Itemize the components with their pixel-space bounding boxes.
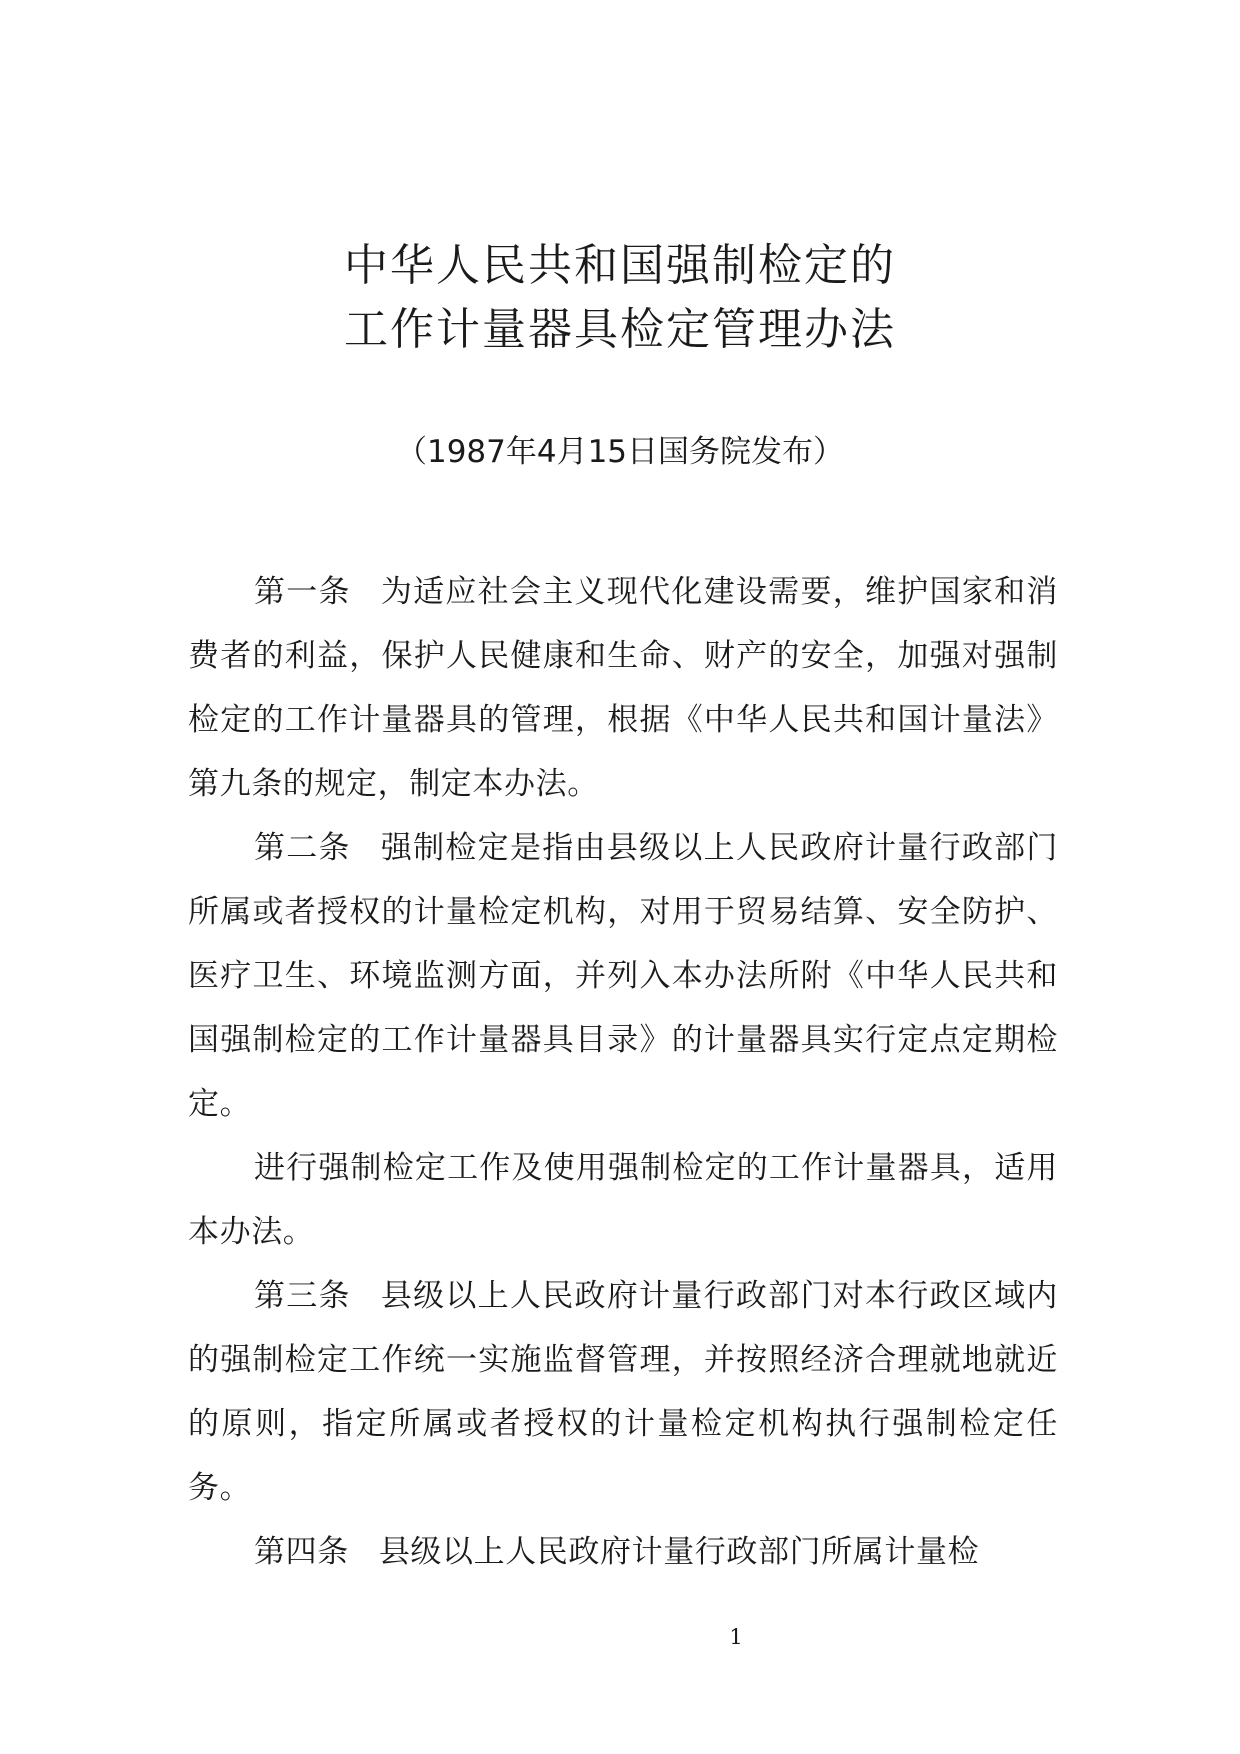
document-title-line-1: 中华人民共和国强制检定的 [344, 240, 896, 291]
article-number: 第四条 [254, 1534, 349, 1570]
article-text: 县级以上人民政府计量行政部门所属计量检 [378, 1534, 980, 1570]
page-number-value: 1 [729, 1625, 743, 1649]
document-title-line-2: 工作计量器具检定管理办法 [344, 304, 896, 355]
article-text: 县级以上人民政府计量行政部门对本行政区域内的强制检定工作统一实施监督管理，并按照经济合理就地就近的原则，指定所属或者授权的计量检定机构执行强制检定任务。 [188, 1278, 1058, 1506]
page-number [0, 1625, 1240, 1649]
article-text: 强制检定是指由县级以上人民政府计量行政部门所属或者授权的计量检定机构，对用于贸易结算、安全防护、医疗卫生、环境监测方面，并列入本办法所附《中华人民共和国强制检定的工作计量器具目录》的计量器具实行定点定期检定。 [188, 830, 1058, 1122]
article-number: 第二条 [254, 830, 351, 866]
article-paragraph [188, 816, 1058, 1136]
document-body [188, 560, 1058, 1584]
article-text: 为适应社会主义现代化建设需要，维护国家和消费者的利益，保护人民健康和生命、财产的安全，加强对强制检定的工作计量器具的管理，根据《中华人民共和国计量法》第九条的规定，制定本办法。 [188, 574, 1058, 802]
document-subtitle: （1987年4月15日国务院发布） [395, 434, 845, 470]
article-paragraph [188, 1136, 1058, 1264]
article-number: 第一条 [254, 574, 351, 610]
article-paragraph [188, 1264, 1058, 1520]
article-number: 第三条 [254, 1278, 351, 1314]
article-text: 进行强制检定工作及使用强制检定的工作计量器具，适用本办法。 [188, 1150, 1058, 1250]
article-paragraph [188, 1520, 1058, 1584]
article-paragraph [188, 560, 1058, 816]
